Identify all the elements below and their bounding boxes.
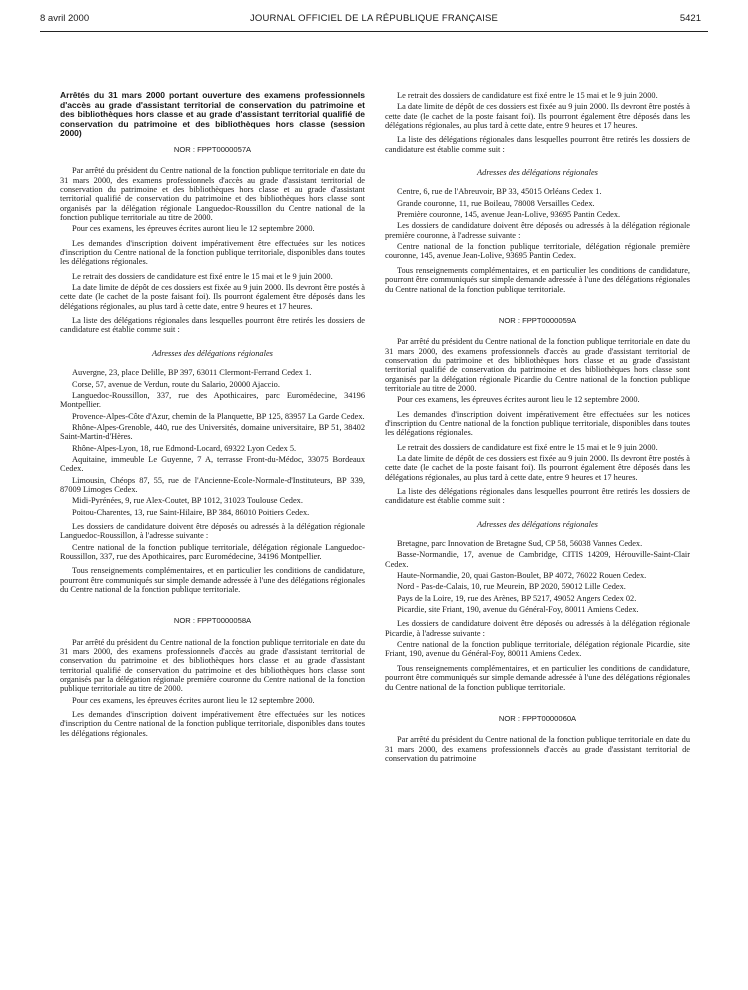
page-header — [0, 11, 748, 27]
paragraph: Centre national de la fonction publique territoriale, délégation régionale Picardie, site Friant, 190, avenue du Général-Foy, 80011 Amiens Cedex. — [385, 640, 690, 659]
paragraph: Le retrait des dossiers de candidature est fixé entre le 15 mai et le 9 juin 2000. — [397, 91, 658, 100]
right-column — [385, 34, 690, 984]
nor-reference: NOR : FPPT0000060A — [498, 713, 577, 723]
paragraph: La date limite de dépôt de ces dossiers est fixée au 9 juin 2000. Ils devront être postés à cette date (le cachet de la poste faisant foi). Ils pourront également être déposés dans les délégations régionales, au plus tard à cette date, entre 9 heures et 17 heures. — [385, 102, 690, 131]
journal-title: JOURNAL OFFICIEL DE LA RÉPUBLIQUE FRANÇAISE — [249, 13, 499, 24]
address-item: Grande couronne, 11, rue Boileau, 78008 Versailles Cedex. — [397, 198, 595, 208]
address-item: Provence-Alpes-Côte d'Azur, chemin de la Planquette, BP 125, 83957 La Garde Cedex. — [72, 411, 365, 421]
paragraph: Tous renseignements complémentaires, et en particulier les conditions de candidature, pourront être communiqués sur simple demande adressée à l'une des délégations régionales du Centre national de la fonction publique territoriale. — [385, 663, 690, 692]
paragraph: Les demandes d'inscription doivent impérativement être effectuées sur les notices d'inscription du Centre national de la fonction publique territoriale, disponibles dans toutes les délégations régionales. — [60, 710, 365, 738]
section-subtitle: Adresses des délégations régionales — [477, 168, 598, 178]
address-item: Languedoc-Roussillon, 337, rue des Apothicaires, parc Euromédecine, 34196 Montpellier. — [60, 390, 365, 410]
paragraph: Tous renseignements complémentaires, et en particulier les conditions de candidature, pourront être communiqués sur simple demande adressée à l'une des délégations régionales du Centre national de la fonction publique territoriale. — [385, 265, 690, 294]
section-subtitle: Adresses des délégations régionales — [477, 519, 598, 529]
address-item: Corse, 57, avenue de Verdun, route du Salario, 20000 Ajaccio. — [72, 379, 280, 389]
paragraph: Pour ces examens, les épreuves écrites auront lieu le 12 septembre 2000. — [397, 395, 640, 405]
address-item: Auvergne, 23, place Delille, BP 397, 63011 Clermont-Ferrand Cedex 1. — [72, 368, 312, 378]
paragraph: Centre national de la fonction publique territoriale, délégation régionale première couronne, 145, avenue Jean-Lolive, 93695 Pantin Cedex. — [385, 242, 690, 261]
paragraph: Tous renseignements complémentaires, et en particulier les conditions de candidature, pourront être communiqués sur simple demande adressée à l'une des délégations régionales du Centre national de la fonction publique territoriale. — [60, 566, 365, 595]
address-item: Limousin, Chéops 87, 55, rue de l'Ancienne-Ecole-Normale-d'Instituteurs, BP 339, 87009 Limoges Cedex. — [60, 475, 365, 494]
page-number: 5421 — [679, 13, 701, 24]
paragraph: Les demandes d'inscription doivent impérativement être effectuées sur les notices d'inscription du Centre national de la fonction publique territoriale, disponibles dans toutes les délégations régionales. — [385, 409, 690, 438]
address-item: Nord - Pas-de-Calais, 10, rue Meurein, BP 2020, 59012 Lille Cedex. — [397, 582, 626, 592]
header-date: 8 avril 2000 — [40, 13, 90, 24]
address-item: Centre, 6, rue de l'Abreuvoir, BP 33, 45015 Orléans Cedex 1. — [397, 187, 602, 197]
address-item: Première couronne, 145, avenue Jean-Lolive, 93695 Pantin Cedex. — [397, 210, 621, 220]
address-item: Haute-Normandie, 20, quai Gaston-Boulet, BP 4072, 76022 Rouen Cedex. — [397, 571, 647, 581]
paragraph: Les demandes d'inscription doivent impérativement être effectuées sur les notices d'inscription du Centre national de la fonction publique territoriale, disponibles dans toutes les délégations régionales. — [60, 238, 365, 267]
paragraph: Par arrêté du président du Centre national de la fonction publique territoriale en date du 31 mars 2000, des examens professionnels d'accès au grade d'assistant territorial de conservation du patrimoine et des bibliothèques hors classe et au grade d'assistant territorial qualifié de conservation du patrimoine et des bibliothèques hors classe sont organisés par la délégation régionale Picardie du Centre national de la fonction publique territoriale au titre de 2000. — [385, 337, 690, 393]
section-subtitle: Adresses des délégations régionales — [152, 348, 273, 358]
paragraph: La date limite de dépôt de ces dossiers est fixée au 9 juin 2000. Ils devront être postés à cette date (le cachet de la poste faisant foi). Ils pourront également être déposés dans les délégations régionales, au plus tard à cette date, entre 9 heures et 17 heures. — [385, 453, 690, 482]
address-item: Midi-Pyrénées, 9, rue Alex-Coutet, BP 1012, 31023 Toulouse Cedex. — [72, 496, 303, 506]
paragraph: La date limite de dépôt de ces dossiers est fixée au 9 juin 2000. Ils devront être postés à cette date (le cachet de la poste faisant foi). Ils pourront également être déposés dans les délégations régionales, au plus tard à cette date, entre 9 heures et 17 heures. — [60, 283, 365, 311]
article-title: Arrêtés du 31 mars 2000 portant ouverture des examens professionnels d'accès au grade d'assistant territorial de conservation du patrimoine et des bibliothèques hors classe et au grade d'assistant territorial qualifié de conservation du patrimoine et des bibliothèques hors classe (session 2000) — [60, 90, 365, 139]
paragraph: Par arrêté du président du Centre national de la fonction publique territoriale en date du 31 mars 2000, des examens professionnels d'accès au grade d'assistant territorial de conservation du patrimoine et des bibliothèques hors classe et au grade d'assistant territorial qualifié de conservation du patrimoine et des bibliothèques hors classe sont organisés par la délégation régionale première couronne du Centre national de la fonction publique territoriale au titre de 2000. — [60, 637, 365, 694]
paragraph: Le retrait des dossiers de candidature est fixé entre le 15 mai et le 9 juin 2000. — [72, 271, 333, 281]
nor-reference: NOR : FPPT0000057A — [173, 144, 252, 154]
address-item: Picardie, site Friant, 190, avenue du Général-Foy, 80011 Amiens Cedex. — [397, 605, 639, 615]
paragraph: Par arrêté du président du Centre national de la fonction publique territoriale en date du 31 mars 2000, des examens professionnels d'accès au grade d'assistant territorial de conservation du patrimoine — [385, 735, 690, 763]
address-item: Poitou-Charentes, 13, rue Saint-Hilaire, BP 384, 86010 Poitiers Cedex. — [72, 507, 310, 517]
paragraph: Par arrêté du président du Centre national de la fonction publique territoriale en date du 31 mars 2000, des examens professionnels d'accès au grade d'assistant territorial de conservation du patrimoine et des bibliothèques hors classe et au grade d'assistant territorial qualifié de conservation du patrimoine et des bibliothèques hors classe sont organisés par la délégation régionale Languedoc-Roussillon du Centre national de la fonction publique territoriale au titre de 2000. — [60, 166, 365, 223]
nor-reference: NOR : FPPT0000058A — [173, 616, 252, 626]
paragraph: La liste des délégations régionales dans lesquelles pourront être retirés les dossiers de candidature est établie comme suit : — [385, 135, 690, 154]
paragraph: Les dossiers de candidature doivent être déposés ou adressés à la délégation régionale première couronne, à l'adresse suivante : — [385, 221, 690, 240]
paragraph: Pour ces examens, les épreuves écrites auront lieu le 12 septembre 2000. — [72, 224, 315, 234]
paragraph: La liste des délégations régionales dans lesquelles pourront être retirés les dossiers de candidature est établie comme suit : — [385, 487, 690, 506]
address-item: Rhône-Alpes-Grenoble, 440, rue des Universités, domaine universitaire, BP 51, 38402 Saint-Martin-d'Hères. — [60, 422, 365, 442]
paragraph: La liste des délégations régionales dans lesquelles pourront être retirés les dossiers de candidature est établie comme suit : — [60, 316, 365, 335]
left-column — [60, 34, 365, 984]
address-item: Pays de la Loire, 19, rue des Arènes, BP 5217, 49052 Angers Cedex 02. — [397, 593, 637, 603]
address-item: Bretagne, parc Innovation de Bretagne Sud, CP 58, 56038 Vannes Cedex. — [397, 539, 643, 549]
address-item: Basse-Normandie, 17, avenue de Cambridge, CITIS 14209, Hérouville-Saint-Clair Cedex. — [385, 550, 690, 569]
address-item: Rhône-Alpes-Lyon, 18, rue Edmond-Locard, 69322 Lyon Cedex 5. — [72, 443, 297, 453]
paragraph: Le retrait des dossiers de candidature est fixé entre le 15 mai et le 9 juin 2000. — [397, 442, 658, 452]
paragraph: Les dossiers de candidature doivent être déposés ou adressés à la délégation régionale Picardie, à l'adresse suivante : — [385, 619, 690, 638]
address-item: Aquitaine, immeuble Le Guyenne, 7 A, terrasse Front-du-Médoc, 33075 Bordeaux Cedex. — [60, 454, 365, 474]
paragraph: Les dossiers de candidature doivent être déposés ou adressés à la délégation régionale Languedoc-Roussillon, à l'adresse suivante : — [60, 521, 365, 541]
paragraph: Centre national de la fonction publique territoriale, délégation régionale Languedoc-Roussillon, 337, rue des Apothicaires, parc Euromédecine, 34196 Montpellier. — [60, 542, 365, 561]
paragraph: Pour ces examens, les épreuves écrites auront lieu le 12 septembre 2000. — [72, 695, 315, 705]
header-rule — [40, 31, 708, 32]
nor-reference: NOR : FPPT0000059A — [498, 315, 577, 325]
